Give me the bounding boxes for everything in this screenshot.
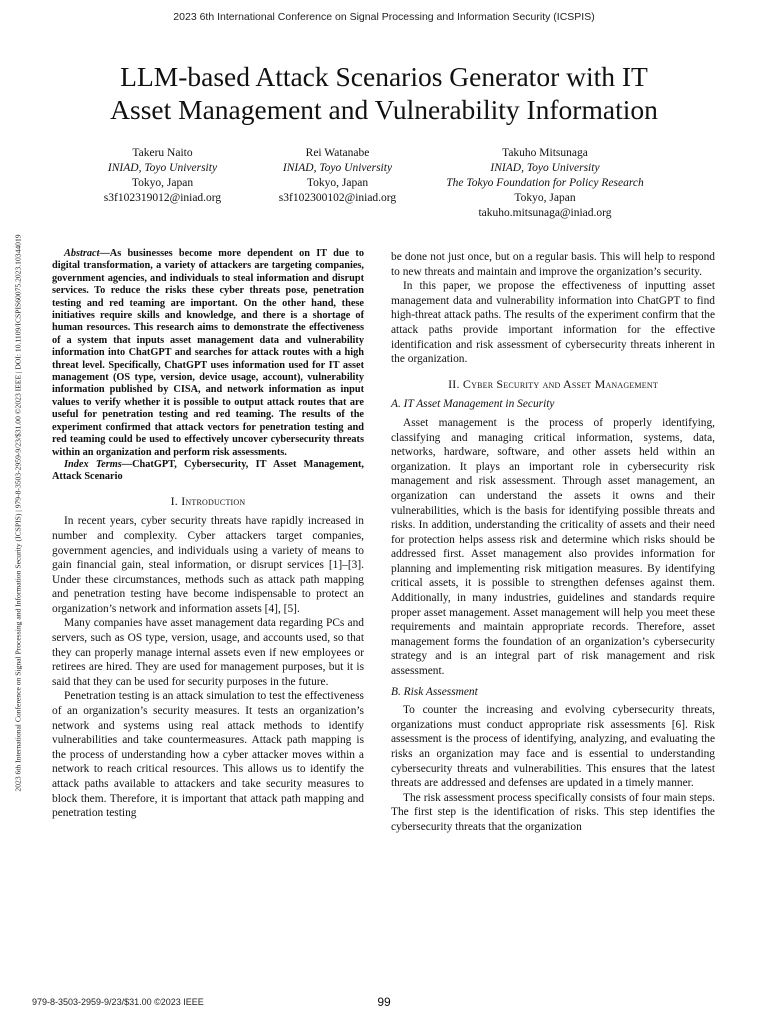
author-email: s3f102319012@iniad.org: [103, 192, 222, 204]
index-terms: [52, 459, 364, 484]
paragraph: Asset management is the process of properly identifying, classifying and managing critical information, systems, data, networks, hardware, software, and other assets held within an organization. It plays an important role in cybersecurity risk management and risk assessment. Through asset management, an organization can understand the assets it owns and their vulnerabilities, which is the basis for identifying possible threats and risks. In addition, understanding the criticality of assets and their need for protection helps assess risk and determine which risks should be addressed first. Asset management also provides information for planning and implementing risk mitigation measures. By identifying critical assets, it is possible to strengthen defenses against them. Additionally, in many industries, guidelines and standards require proper asset management. Asset management will help you meet these requirements and maintain appropriate records. Therefore, asset management forms the foundation of an organization’s cybersecurity strategy and is an integral part of risk management and risk assessment.: [391, 416, 715, 678]
page-number: 99: [377, 995, 391, 1009]
author-name: Takuho Mitsunaga: [502, 147, 588, 159]
author-email: s3f102300102@iniad.org: [278, 192, 397, 204]
doi-sidebar: [12, 155, 24, 870]
abstract-label: Abstract: [64, 248, 100, 259]
index-terms-label: Index Terms: [64, 458, 122, 470]
author-affiliation: INIAD, Toyo University: [107, 162, 218, 174]
right-column: [391, 250, 715, 835]
title-line-2: Asset Management and Vulnerability Information: [110, 94, 658, 125]
author-email: takuho.mitsunaga@iniad.org: [478, 207, 612, 219]
author-block-3: [440, 146, 650, 221]
author-location: Tokyo, Japan: [131, 177, 194, 189]
subsection-heading-asset-management: A. IT Asset Management in Security: [391, 398, 555, 411]
abstract-text: —As businesses become more dependent on IT due to digital transformation, a variety of attackers are targeting companies, government agencies, and individuals to steal information and disrupt services. To reduce the risks these cyber threats pose, penetration testing and red teaming are important. On the other hand, these initiatives require skills and knowledge, and there is a shortage of human resources. This research aims to demonstrate the effectiveness of a system that inputs asset management data and vulnerability information into ChatGPT and searches for attack routes with a high threat level. Specifically, ChatGPT uses information used for IT asset management (OS type, version, device usage, account), vulnerability information published by CISA, and network information as input values to verify whether it is possible to output attack routes that are useful for penetration testing and red teaming. The results of the experiment confirmed that attack vectors for penetration testing and red teaming could be used to effectively uncover cybersecurity threats within an organization and perform risk assessments.: [52, 248, 364, 458]
index-terms-text: —ChatGPT, Cybersecurity, IT Asset Management, Attack Scenario: [52, 458, 364, 483]
author-location: Tokyo, Japan: [514, 192, 576, 204]
author-block-1: [80, 146, 245, 206]
title-line-1: LLM-based Attack Scenarios Generator with IT: [120, 61, 648, 92]
author-affiliation: INIAD, Toyo University: [490, 162, 600, 174]
footer-copyright: 979-8-3503-2959-9/23/$31.00 ©2023 IEEE: [32, 997, 204, 1007]
paragraph: In this paper, we propose the effectiveness of inputting asset management data and vulnerability information into ChatGPT to find high-threat attack paths. The results of the experiment confirm that the attack paths provide important information for the effective identification and risk assessment of cybersecurity threats inherent in the organization.: [391, 280, 715, 366]
author-location: Tokyo, Japan: [306, 177, 369, 189]
author-affiliation-2: The Tokyo Foundation for Policy Research: [446, 177, 644, 189]
author-affiliation: INIAD, Toyo University: [282, 162, 393, 174]
author-name: Takeru Naito: [132, 147, 193, 159]
paragraph-continuation: be done not just once, but on a regular basis. This will help to respond to new threats and maintain and improve the organization’s security.: [391, 251, 715, 278]
paper-title: [40, 60, 728, 126]
abstract: [52, 248, 364, 459]
section-heading-introduction: I. Introduction: [170, 493, 246, 508]
paragraph: To counter the increasing and evolving cybersecurity threats, organizations must conduct appropriate risk assessments [6]. Risk assessment is the process of identifying, analyzing, and evaluating the risks an organization may face and is essential to understanding cybersecurity threats and vulnerabilities. This ensures that the latest threats are addressed and defenses are updated in a timely manner.: [391, 704, 715, 790]
paragraph: Penetration testing is an attack simulation to test the effectiveness of an organization’s security measures. It tests an organization’s network and systems using real attack methods to identify vulnerabilities and take countermeasures. Attack path mapping is the process of understanding how a cyber attacker moves within a network to reach critical resources. This allows us to identify the attack paths available to attackers and take security measures to block them. Therefore, it is important that attack path mapping and penetration testing: [52, 690, 364, 820]
subsection-heading-risk-assessment: B. Risk Assessment: [391, 685, 478, 698]
author-name: Rei Watanabe: [305, 147, 370, 159]
section-heading-cyber-security: II. Cyber Security and Asset Management: [448, 376, 658, 391]
paragraph: Many companies have asset management data regarding PCs and servers, such as OS type, version, usage, and accounts used, so that they can properly manage internal assets even if new employees or retirees are hired. They are used for management purposes, but it is said that they can be used for security purposes in the future.: [52, 617, 364, 688]
conference-header: 2023 6th International Conference on Signal Processing and Information Security (ICSPIS): [173, 11, 595, 23]
paragraph: The risk assessment process specifically consists of four main steps. The first step is the identification of risks. This step identifies the cybersecurity threats that the organization: [391, 791, 715, 833]
left-column: [52, 248, 364, 821]
author-block-2: [255, 146, 420, 206]
doi-sidebar-text: 2023 6th International Conference on Signal Processing and Information Security (ICSPIS) | 979-8-3503-2959-9/23/$31.00 ©2023 IEEE | DOI: 10.1109/ICSPIS60075.2023.10344019: [13, 233, 23, 792]
paragraph: In recent years, cyber security threats have rapidly increased in number and complexity. Cyber attackers target companies, government agencies, and individuals using a variety of means to gain financial gain, steal information, or disrupt services [1]–[3]. Under these circumstances, methods such as attack path mapping and penetration testing have become indispensable to protect an organization’s network and information assets [4], [5].: [52, 515, 364, 615]
